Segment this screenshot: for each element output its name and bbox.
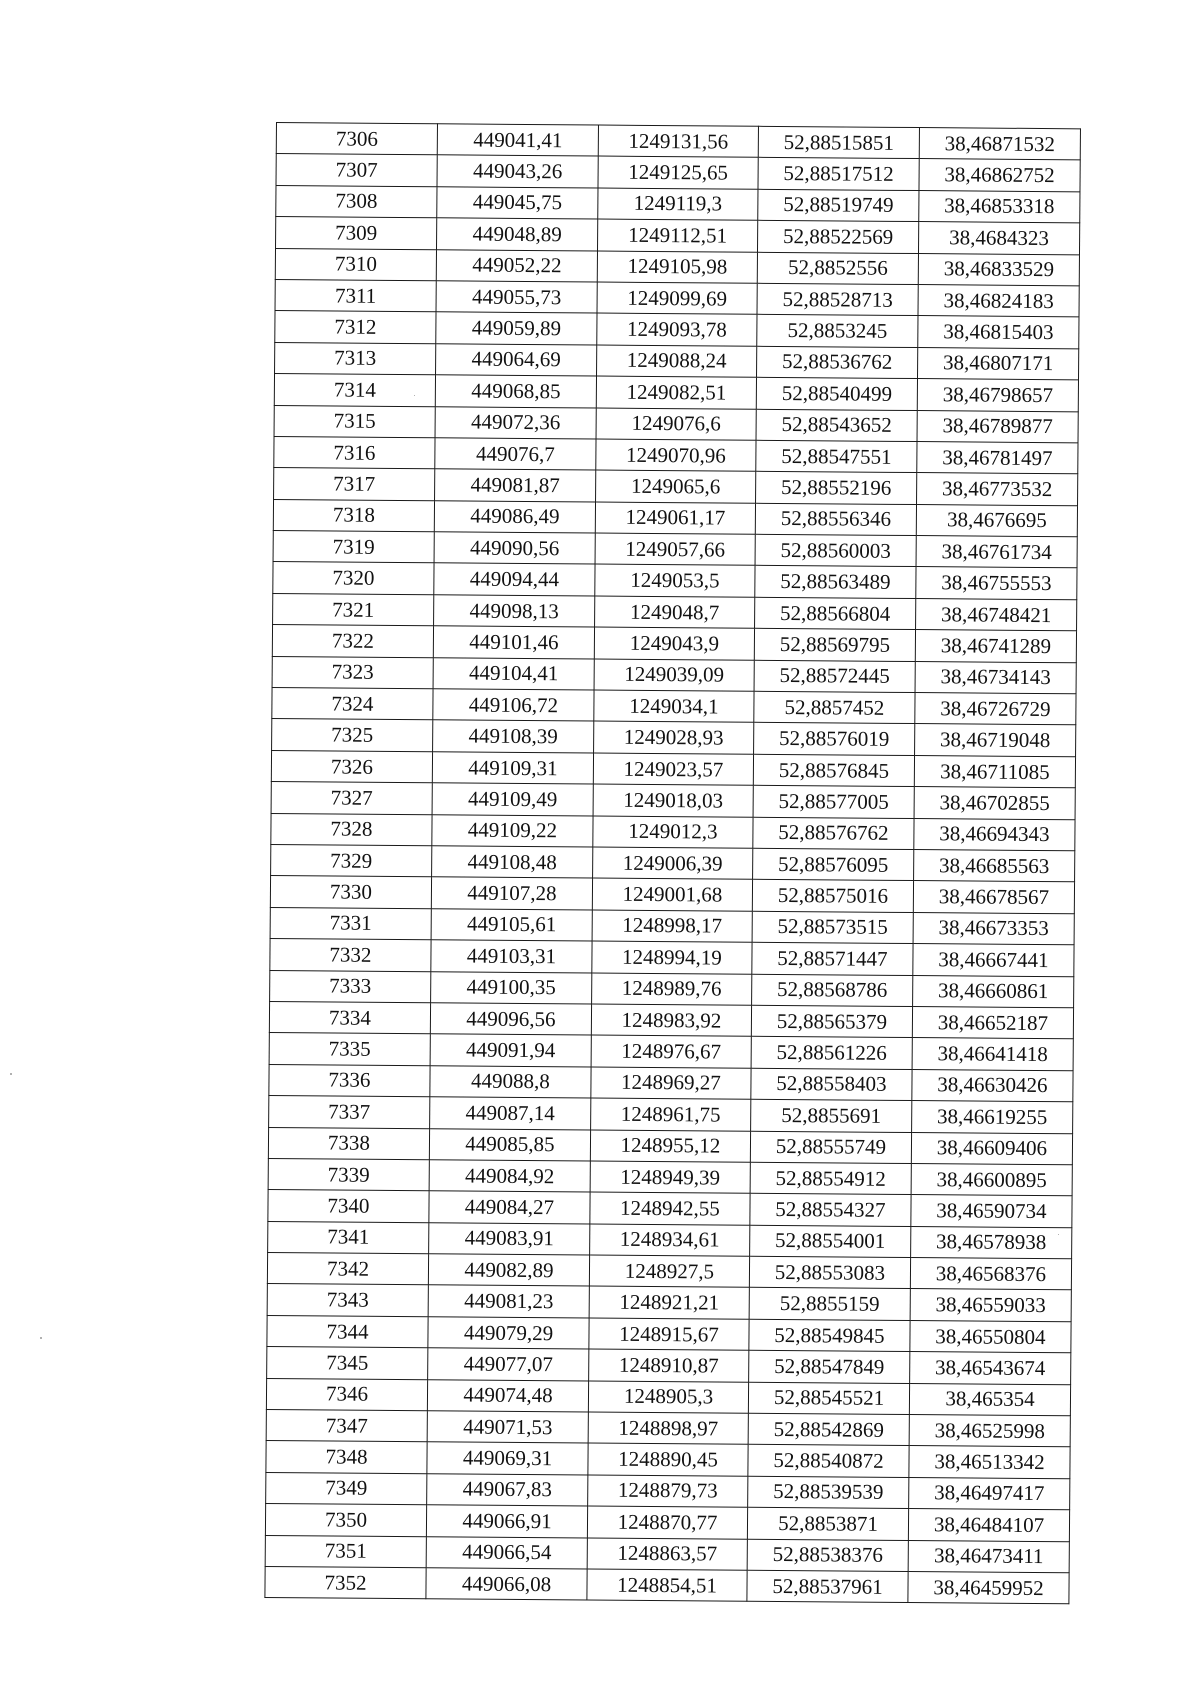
point-number-cell: 7319 <box>273 531 434 564</box>
latitude-cell: 52,88577005 <box>753 785 914 818</box>
y-coordinate-cell: 1249070,96 <box>596 439 756 472</box>
longitude-cell: 38,46862752 <box>919 159 1080 192</box>
latitude-cell: 52,88545521 <box>748 1382 909 1415</box>
x-coordinate-cell: 449066,91 <box>426 1505 587 1538</box>
y-coordinate-cell: 1248994,19 <box>592 941 752 974</box>
point-number-cell: 7310 <box>275 248 436 281</box>
latitude-cell: 52,88537961 <box>747 1570 908 1603</box>
point-number-cell: 7324 <box>272 688 433 721</box>
x-coordinate-cell: 449101,46 <box>433 626 594 659</box>
latitude-cell: 52,88575016 <box>752 880 913 913</box>
y-coordinate-cell: 1249012,3 <box>593 816 753 849</box>
latitude-cell: 52,88569795 <box>754 629 915 662</box>
x-coordinate-cell: 449079,29 <box>428 1317 589 1350</box>
latitude-cell: 52,88517512 <box>758 158 919 191</box>
longitude-cell: 38,46726729 <box>915 693 1076 726</box>
latitude-cell: 52,88553083 <box>749 1256 910 1289</box>
point-number-cell: 7312 <box>275 311 436 344</box>
point-number-cell: 7348 <box>266 1441 427 1474</box>
point-number-cell: 7337 <box>269 1096 430 1129</box>
point-number-cell: 7333 <box>270 970 431 1003</box>
longitude-cell: 38,46619255 <box>912 1101 1073 1134</box>
latitude-cell: 52,88538376 <box>747 1539 908 1572</box>
longitude-cell: 38,46641418 <box>912 1038 1073 1071</box>
y-coordinate-cell: 1248955,12 <box>590 1130 750 1163</box>
y-coordinate-cell: 1249105,98 <box>597 251 757 284</box>
y-coordinate-cell: 1249082,51 <box>596 376 756 409</box>
point-number-cell: 7345 <box>267 1347 428 1380</box>
latitude-cell: 52,88576019 <box>754 723 915 756</box>
scan-speck <box>10 1073 12 1075</box>
longitude-cell: 38,46741289 <box>915 630 1076 663</box>
x-coordinate-cell: 449086,49 <box>434 500 595 533</box>
longitude-cell: 38,46781497 <box>917 441 1078 474</box>
x-coordinate-cell: 449104,41 <box>433 657 594 690</box>
point-number-cell: 7349 <box>266 1472 427 1505</box>
latitude-cell: 52,88547849 <box>749 1350 910 1383</box>
longitude-cell: 38,46871532 <box>919 128 1080 161</box>
latitude-cell: 52,88540872 <box>748 1445 909 1478</box>
y-coordinate-cell: 1248934,61 <box>590 1224 750 1257</box>
longitude-cell: 38,46678567 <box>913 881 1074 914</box>
latitude-cell: 52,8855159 <box>749 1288 910 1321</box>
longitude-cell: 38,46609406 <box>911 1132 1072 1165</box>
longitude-cell: 38,46473411 <box>908 1540 1069 1573</box>
point-number-cell: 7314 <box>274 374 435 407</box>
point-number-cell: 7343 <box>267 1284 428 1317</box>
longitude-cell: 38,46694343 <box>914 818 1075 851</box>
point-number-cell: 7321 <box>273 593 434 626</box>
latitude-cell: 52,88576762 <box>753 817 914 850</box>
longitude-cell: 38,46630426 <box>912 1069 1073 1102</box>
longitude-cell: 38,46578938 <box>911 1226 1072 1259</box>
latitude-cell: 52,88556346 <box>755 503 916 536</box>
x-coordinate-cell: 449068,85 <box>435 375 596 408</box>
latitude-cell: 52,88528713 <box>757 283 918 316</box>
y-coordinate-cell: 1249131,56 <box>598 125 758 158</box>
y-coordinate-cell: 1248927,5 <box>589 1255 749 1288</box>
y-coordinate-cell: 1248915,67 <box>589 1318 749 1351</box>
latitude-cell: 52,88552196 <box>756 472 917 505</box>
x-coordinate-cell: 449105,61 <box>431 909 592 942</box>
y-coordinate-cell: 1249053,5 <box>595 564 755 597</box>
point-number-cell: 7351 <box>265 1535 426 1568</box>
x-coordinate-cell: 449048,89 <box>437 218 598 251</box>
y-coordinate-cell: 1248879,73 <box>588 1475 748 1508</box>
x-coordinate-cell: 449090,56 <box>434 532 595 565</box>
latitude-cell: 52,88576845 <box>753 754 914 787</box>
x-coordinate-cell: 449074,48 <box>427 1379 588 1412</box>
point-number-cell: 7318 <box>273 499 434 532</box>
x-coordinate-cell: 449087,14 <box>430 1097 591 1130</box>
y-coordinate-cell: 1249093,78 <box>597 313 757 346</box>
x-coordinate-cell: 449109,49 <box>432 783 593 816</box>
point-number-cell: 7346 <box>266 1378 427 1411</box>
point-number-cell: 7342 <box>267 1253 428 1286</box>
point-number-cell: 7340 <box>268 1190 429 1223</box>
latitude-cell: 52,88519749 <box>758 189 919 222</box>
latitude-cell: 52,88539539 <box>748 1476 909 1509</box>
latitude-cell: 52,88558403 <box>751 1068 912 1101</box>
x-coordinate-cell: 449088,8 <box>430 1065 591 1098</box>
point-number-cell: 7328 <box>271 813 432 846</box>
y-coordinate-cell: 1248863,57 <box>587 1538 747 1571</box>
y-coordinate-cell: 1249018,03 <box>593 784 753 817</box>
longitude-cell: 38,46484107 <box>908 1509 1069 1542</box>
y-coordinate-cell: 1248898,97 <box>588 1412 748 1445</box>
latitude-cell: 52,8857452 <box>754 691 915 724</box>
point-number-cell: 7341 <box>268 1221 429 1254</box>
latitude-cell: 52,88565379 <box>751 1005 912 1038</box>
point-number-cell: 7330 <box>270 876 431 909</box>
longitude-cell: 38,46673353 <box>913 912 1074 945</box>
longitude-cell: 38,46798657 <box>917 379 1078 412</box>
y-coordinate-cell: 1248921,21 <box>589 1286 749 1319</box>
x-coordinate-cell: 449100,35 <box>431 971 592 1004</box>
scan-speck <box>40 1337 42 1339</box>
y-coordinate-cell: 1248910,87 <box>589 1349 749 1382</box>
x-coordinate-cell: 449085,85 <box>429 1128 590 1161</box>
latitude-cell: 52,88522569 <box>757 220 918 253</box>
y-coordinate-cell: 1248870,77 <box>587 1506 747 1539</box>
point-number-cell: 7306 <box>276 123 437 156</box>
x-coordinate-cell: 449109,31 <box>432 752 593 785</box>
y-coordinate-cell: 1249119,3 <box>598 188 758 221</box>
longitude-cell: 38,46853318 <box>919 190 1080 223</box>
y-coordinate-cell: 1248854,51 <box>587 1569 747 1602</box>
point-number-cell: 7347 <box>266 1409 427 1442</box>
latitude-cell: 52,8853871 <box>747 1507 908 1540</box>
longitude-cell: 38,46550804 <box>910 1320 1071 1353</box>
point-number-cell: 7322 <box>272 625 433 658</box>
table-row <box>265 1566 1069 1604</box>
point-number-cell: 7317 <box>274 468 435 501</box>
x-coordinate-cell: 449082,89 <box>428 1254 589 1287</box>
longitude-cell: 38,46711085 <box>914 755 1075 788</box>
x-coordinate-cell: 449067,83 <box>427 1474 588 1507</box>
x-coordinate-cell: 449098,13 <box>434 595 595 628</box>
longitude-cell: 38,465354 <box>909 1383 1070 1416</box>
point-number-cell: 7338 <box>268 1127 429 1160</box>
x-coordinate-cell: 449069,31 <box>427 1442 588 1475</box>
latitude-cell: 52,88547551 <box>756 440 917 473</box>
point-number-cell: 7344 <box>267 1315 428 1348</box>
longitude-cell: 38,46748421 <box>916 598 1077 631</box>
point-number-cell: 7309 <box>276 217 437 250</box>
latitude-cell: 52,88540499 <box>756 377 917 410</box>
latitude-cell: 52,88554327 <box>750 1194 911 1227</box>
x-coordinate-cell: 449091,94 <box>430 1034 591 1067</box>
latitude-cell: 52,88515851 <box>758 126 919 159</box>
y-coordinate-cell: 1248961,75 <box>591 1098 751 1131</box>
point-number-cell: 7313 <box>275 342 436 375</box>
longitude-cell: 38,46685563 <box>914 850 1075 883</box>
latitude-cell: 52,88554912 <box>750 1162 911 1195</box>
latitude-cell: 52,8852556 <box>757 252 918 285</box>
x-coordinate-cell: 449072,36 <box>435 406 596 439</box>
y-coordinate-cell: 1248976,67 <box>591 1035 751 1068</box>
longitude-cell: 38,46773532 <box>917 473 1078 506</box>
longitude-cell: 38,46459952 <box>908 1571 1069 1604</box>
latitude-cell: 52,88549845 <box>749 1319 910 1352</box>
point-number-cell: 7350 <box>265 1504 426 1537</box>
x-coordinate-cell: 449043,26 <box>437 155 598 188</box>
x-coordinate-cell: 449076,7 <box>435 438 596 471</box>
x-coordinate-cell: 449107,28 <box>431 877 592 910</box>
point-number-cell: 7336 <box>269 1064 430 1097</box>
longitude-cell: 38,46667441 <box>913 944 1074 977</box>
latitude-cell: 52,88536762 <box>757 346 918 379</box>
longitude-cell: 38,46497417 <box>909 1477 1070 1510</box>
point-number-cell: 7311 <box>275 279 436 312</box>
x-coordinate-cell: 449066,54 <box>426 1536 587 1569</box>
point-number-cell: 7320 <box>273 562 434 595</box>
latitude-cell: 52,88561226 <box>751 1037 912 1070</box>
point-number-cell: 7307 <box>276 154 437 187</box>
longitude-cell: 38,46789877 <box>917 410 1078 443</box>
point-number-cell: 7326 <box>271 750 432 783</box>
point-number-cell: 7352 <box>265 1566 426 1599</box>
latitude-cell: 52,8855691 <box>751 1099 912 1132</box>
longitude-cell: 38,46600895 <box>911 1163 1072 1196</box>
longitude-cell: 38,46543674 <box>910 1352 1071 1385</box>
latitude-cell: 52,88566804 <box>755 597 916 630</box>
x-coordinate-cell: 449077,07 <box>428 1348 589 1381</box>
y-coordinate-cell: 1248942,55 <box>590 1192 750 1225</box>
y-coordinate-cell: 1249023,57 <box>593 753 753 786</box>
longitude-cell: 38,4676695 <box>916 504 1077 537</box>
y-coordinate-cell: 1249028,93 <box>594 721 754 754</box>
y-coordinate-cell: 1249088,24 <box>597 345 757 378</box>
point-number-cell: 7323 <box>272 656 433 689</box>
y-coordinate-cell: 1248989,76 <box>592 973 752 1006</box>
y-coordinate-cell: 1248983,92 <box>591 1004 751 1037</box>
longitude-cell: 38,46755553 <box>916 567 1077 600</box>
x-coordinate-cell: 449108,48 <box>432 846 593 879</box>
x-coordinate-cell: 449045,75 <box>437 187 598 220</box>
x-coordinate-cell: 449103,31 <box>431 940 592 973</box>
latitude-cell: 52,88568786 <box>752 974 913 1007</box>
y-coordinate-cell: 1249112,51 <box>598 219 758 252</box>
y-coordinate-cell: 1249061,17 <box>595 502 755 535</box>
y-coordinate-cell: 1249076,6 <box>596 408 756 441</box>
longitude-cell: 38,46807171 <box>918 347 1079 380</box>
y-coordinate-cell: 1248949,39 <box>590 1161 750 1194</box>
x-coordinate-cell: 449084,92 <box>429 1160 590 1193</box>
point-number-cell: 7332 <box>270 939 431 972</box>
latitude-cell: 52,88571447 <box>752 942 913 975</box>
longitude-cell: 38,46761734 <box>916 536 1077 569</box>
point-number-cell: 7327 <box>271 782 432 815</box>
y-coordinate-cell: 1249006,39 <box>593 847 753 880</box>
latitude-cell: 52,88560003 <box>755 534 916 567</box>
latitude-cell: 52,88555749 <box>750 1131 911 1164</box>
x-coordinate-cell: 449059,89 <box>436 312 597 345</box>
y-coordinate-cell: 1248969,27 <box>591 1067 751 1100</box>
longitude-cell: 38,46734143 <box>915 661 1076 694</box>
x-coordinate-cell: 449109,22 <box>432 814 593 847</box>
coordinates-table <box>264 122 1081 1605</box>
x-coordinate-cell: 449052,22 <box>436 249 597 282</box>
latitude-cell: 52,88543652 <box>756 409 917 442</box>
point-number-cell: 7308 <box>276 185 437 218</box>
x-coordinate-cell: 449108,39 <box>433 720 594 753</box>
point-number-cell: 7335 <box>269 1033 430 1066</box>
coordinates-table-body <box>265 123 1081 1605</box>
x-coordinate-cell: 449096,56 <box>430 1003 591 1036</box>
x-coordinate-cell: 449106,72 <box>433 689 594 722</box>
longitude-cell: 38,46513342 <box>909 1446 1070 1479</box>
longitude-cell: 38,46719048 <box>915 724 1076 757</box>
x-coordinate-cell: 449084,27 <box>429 1191 590 1224</box>
x-coordinate-cell: 449094,44 <box>434 563 595 596</box>
x-coordinate-cell: 449064,69 <box>436 343 597 376</box>
latitude-cell: 52,88573515 <box>752 911 913 944</box>
longitude-cell: 38,46652187 <box>912 1006 1073 1039</box>
x-coordinate-cell: 449081,23 <box>428 1285 589 1318</box>
latitude-cell: 52,88563489 <box>755 566 916 599</box>
y-coordinate-cell: 1249048,7 <box>595 596 755 629</box>
y-coordinate-cell: 1249125,65 <box>598 156 758 189</box>
longitude-cell: 38,46660861 <box>913 975 1074 1008</box>
y-coordinate-cell: 1248890,45 <box>588 1443 748 1476</box>
x-coordinate-cell: 449041,41 <box>437 124 598 157</box>
point-number-cell: 7339 <box>268 1158 429 1191</box>
latitude-cell: 52,88572445 <box>754 660 915 693</box>
point-number-cell: 7331 <box>270 907 431 940</box>
longitude-cell: 38,46559033 <box>910 1289 1071 1322</box>
latitude-cell: 52,88542869 <box>748 1413 909 1446</box>
x-coordinate-cell: 449081,87 <box>435 469 596 502</box>
x-coordinate-cell: 449083,91 <box>429 1222 590 1255</box>
y-coordinate-cell: 1248998,17 <box>592 910 752 943</box>
longitude-cell: 38,46590734 <box>911 1195 1072 1228</box>
y-coordinate-cell: 1249099,69 <box>597 282 757 315</box>
longitude-cell: 38,46702855 <box>914 787 1075 820</box>
point-number-cell: 7316 <box>274 436 435 469</box>
point-number-cell: 7325 <box>272 719 433 752</box>
longitude-cell: 38,46833529 <box>918 253 1079 286</box>
x-coordinate-cell: 449066,08 <box>426 1568 587 1601</box>
latitude-cell: 52,88576095 <box>753 848 914 881</box>
x-coordinate-cell: 449055,73 <box>436 281 597 314</box>
longitude-cell: 38,4684323 <box>918 222 1079 255</box>
latitude-cell: 52,8853245 <box>757 315 918 348</box>
x-coordinate-cell: 449071,53 <box>427 1411 588 1444</box>
point-number-cell: 7329 <box>271 844 432 877</box>
y-coordinate-cell: 1249043,9 <box>594 627 754 660</box>
longitude-cell: 38,46815403 <box>918 316 1079 349</box>
y-coordinate-cell: 1249001,68 <box>592 878 752 911</box>
longitude-cell: 38,46824183 <box>918 285 1079 318</box>
y-coordinate-cell: 1249039,09 <box>594 659 754 692</box>
point-number-cell: 7334 <box>269 1001 430 1034</box>
point-number-cell: 7315 <box>274 405 435 438</box>
y-coordinate-cell: 1249057,66 <box>595 533 755 566</box>
y-coordinate-cell: 1249034,1 <box>594 690 754 723</box>
longitude-cell: 38,46568376 <box>910 1258 1071 1291</box>
longitude-cell: 38,46525998 <box>909 1415 1070 1448</box>
latitude-cell: 52,88554001 <box>750 1225 911 1258</box>
y-coordinate-cell: 1249065,6 <box>596 470 756 503</box>
y-coordinate-cell: 1248905,3 <box>588 1381 748 1414</box>
